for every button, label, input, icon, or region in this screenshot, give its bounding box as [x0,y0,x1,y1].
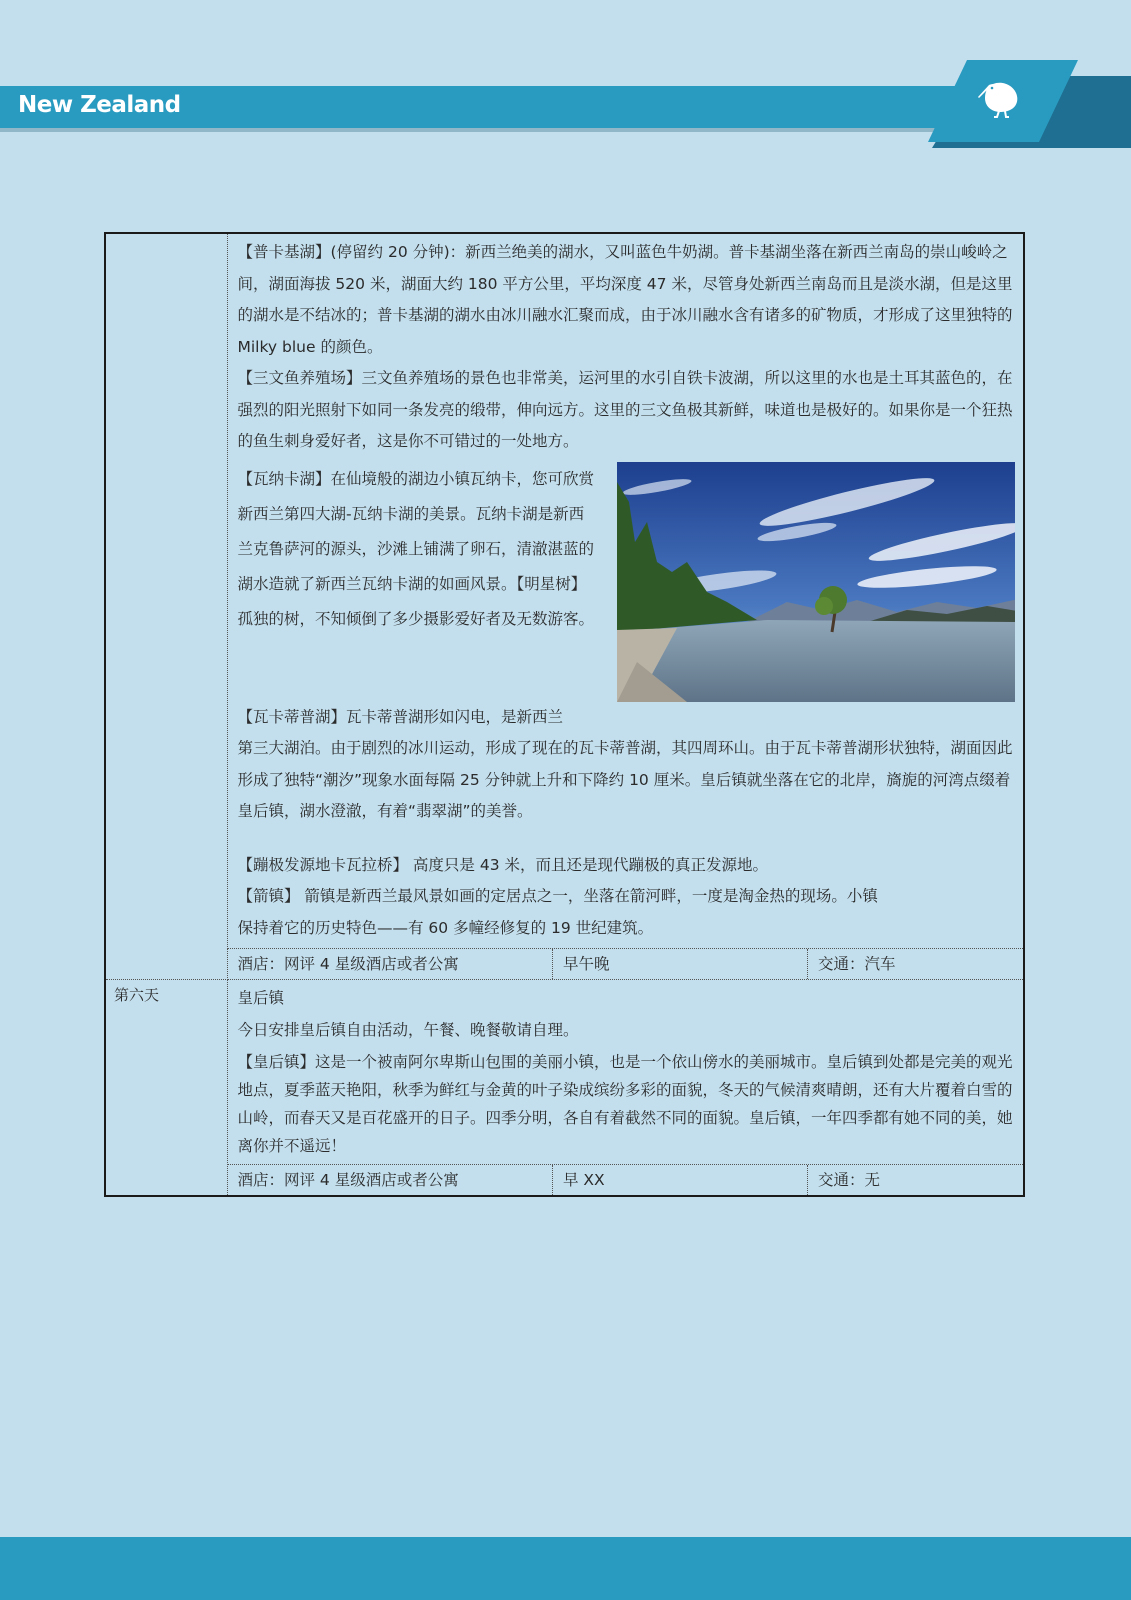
day6-info-table [228,1165,1024,1195]
paragraph-salmon-farm: 【三文鱼养殖场】三文鱼养殖场的景色也非常美，运河里的水引自铁卡波湖，所以这里的水也是土耳其蓝色的，在强烈的阳光照射下如同一条发亮的缎带，伸向远方。这里的三文鱼极其新鲜，味道也是极好的。如果你是一个狂热的鱼生刺身爱好者，这是你不可错过的一处地方。 [237,369,1013,450]
day-row-6 [105,980,1024,1165]
paragraph-pukaki: 【普卡基湖】(停留约 20 分钟)：新西兰绝美的湖水，又叫蓝色牛奶湖。普卡基湖坐落在新西兰南岛的崇山峻岭之间，湖面海拔 520 米，湖面大约 180 平方公里，平均深度 47 米，尽管身处新西兰南岛而且是淡水湖，但是这里的湖水是不结冰的；普卡基湖的湖水由冰川融水汇聚而成，由于冰川融水含有诸多的矿物质，才形成了这里独特的 Milky blue 的颜色。 [237,243,1013,356]
info-cell [227,1165,1024,1197]
transport-info: 交通：无 [808,1165,1024,1195]
paragraph-wanaka: 【瓦纳卡湖】在仙境般的湖边小镇瓦纳卡，您可欣赏新西兰第四大湖-瓦纳卡湖的美景。瓦纳卡湖是新西兰克鲁萨河的源头，沙滩上铺满了卵石，清澈湛蓝的湖水造就了新西兰瓦纳卡湖的如画风景。【明星树】孤独的树，不知倾倒了多少摄影爱好者及无数游客。 [237,469,595,628]
hotel-info: 酒店：网评 4 星级酒店或者公寓 [228,949,553,979]
wanaka-section [238,458,1016,702]
spacer [238,828,1016,850]
footer-bar [0,1537,1131,1600]
day-content [227,980,1024,1165]
paragraph-wakatipu: 第三大湖泊。由于剧烈的冰川运动，形成了现在的瓦卡蒂普湖，其四周环山。由于瓦卡蒂普湖形状独特，湖面因此形成了独特“潮汐”现象水面每隔 25 分钟就上升和下降约 10 厘米。皇后镇就坐落在它的北岸，旖旎的河湾点缀着皇后镇，湖水澄澈，有着“翡翠湖”的美誉。 [237,739,1013,820]
wanaka-lake-photo [617,462,1015,702]
day5-info-table [228,949,1024,979]
paragraph-bungy-bridge: 【蹦极发源地卡瓦拉桥】 高度只是 43 米，而且还是现代蹦极的真正发源地。 [237,855,769,874]
meals-info: 早 XX [553,1165,808,1195]
paragraph-queenstown: 【皇后镇】这是一个被南阿尔卑斯山包围的美丽小镇，也是一个依山傍水的美丽城市。皇后镇到处都是完美的观光地点，夏季蓝天艳阳，秋季为鲜红与金黄的叶子染成缤纷多彩的面貌，冬天的气候清爽晴朗，还有大片覆着白雪的山岭，而春天又是百花盛开的日子。四季分明，各自有着截然不同的面貌。皇后镇，一年四季都有她不同的美，她离你并不遥远！ [237,1053,1013,1155]
day-note: 今日安排皇后镇自由活动，午餐、晚餐敬请自理。 [237,1020,579,1039]
day-title: 皇后镇 [237,989,285,1007]
paragraph-arrowtown-line1: 【箭镇】 箭镇是新西兰最风景如画的定居点之一，坐落在箭河畔，一度是淘金热的现场。小镇 [237,887,878,905]
day-row-5 [105,233,1024,949]
kiwi-bird-icon [973,76,1023,118]
header-banner-shadow [0,128,950,132]
brand-title: New Zealand [18,92,181,118]
paragraph-wakatipu-line1: 【瓦卡蒂普湖】瓦卡蒂普湖形如闪电，是新西兰 [237,707,564,726]
transport-info: 交通：汽车 [808,949,1024,979]
day-content [227,233,1024,949]
paragraph-arrowtown-line2: 保持着它的历史特色——有 60 多幢经修复的 19 世纪建筑。 [237,918,654,937]
day6-info-row [105,1165,1024,1197]
info-cell [227,949,1024,980]
itinerary-table [104,232,1025,1197]
day-label-cell [105,233,227,980]
day5-info-row [105,949,1024,980]
day-label-cell: 第六天 [105,980,227,1197]
hotel-info: 酒店：网评 4 星级酒店或者公寓 [228,1165,553,1195]
meals-info: 早午晚 [553,949,808,979]
